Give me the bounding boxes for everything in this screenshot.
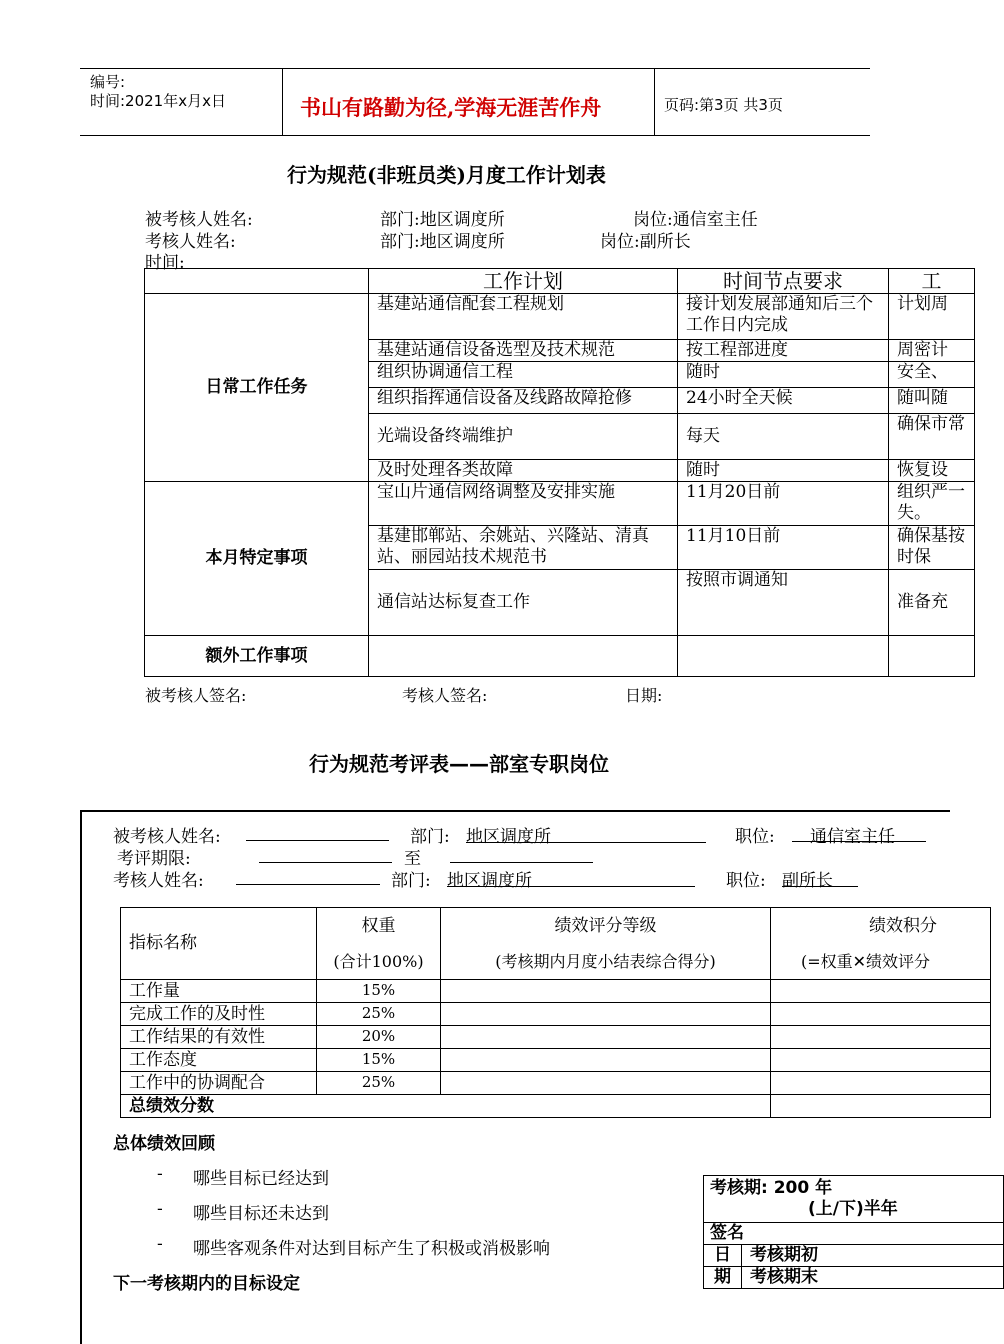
review-box-date-char1: 日	[704, 1245, 742, 1267]
header-bottom-line	[80, 135, 870, 136]
review-box-period-start[interactable]: 考核期初	[742, 1245, 1004, 1267]
plan-examiner-name-label: 考核人姓名:	[145, 232, 236, 252]
plan-cell-plan: 及时处理各类故障	[369, 460, 678, 482]
review-item-weight: 20%	[317, 1026, 441, 1049]
plan-examiner-post: 岗位:副所长	[600, 232, 691, 252]
plan-cell-time: 按工程部进度	[678, 340, 889, 362]
review-box-sign-label: 签名	[704, 1223, 1004, 1245]
review-frame-top	[80, 810, 950, 812]
review-examiner-dept-label: 部门:	[391, 871, 431, 891]
review-examiner-post-field[interactable]	[782, 866, 858, 891]
review-examiner-dept-field[interactable]	[447, 866, 695, 891]
plan-examiner-dept: 部门:地区调度所	[380, 232, 505, 252]
review-col-score-label: 绩效积分	[869, 915, 937, 936]
review-next-title: 下一考核期内的目标设定	[113, 1274, 300, 1294]
review-item-weight: 25%	[317, 1072, 441, 1095]
review-item-grade[interactable]	[441, 1003, 771, 1026]
header-date-label: 时间:2021年x月x日	[90, 92, 226, 110]
review-examinee-dept-field[interactable]	[466, 822, 706, 847]
review-item-name: 工作中的协调配合	[121, 1072, 317, 1095]
plan-cell-plan: 组织指挥通信设备及线路故障抢修	[369, 388, 678, 414]
review-frame-left	[80, 810, 82, 1344]
review-col-weight-label: 权重	[361, 915, 396, 936]
plan-time-label: 时间:	[145, 253, 185, 273]
review-item-name: 完成工作的及时性	[121, 1003, 317, 1026]
review-bullet-mark: -	[157, 1234, 163, 1254]
review-examiner-dept-value: 地区调度所	[447, 871, 532, 891]
plan-title: 行为规范(非班员类)月度工作计划表	[287, 163, 606, 187]
review-bullet-item: 哪些客观条件对达到目标产生了积极或消极影响	[193, 1239, 550, 1259]
review-examinee-post-field[interactable]	[792, 822, 926, 847]
review-title: 行为规范考评表——部室专职岗位	[309, 752, 609, 776]
plan-col-standard: 工	[889, 269, 975, 294]
plan-cell-plan: 光端设备终端维护	[369, 414, 678, 460]
plan-cell-plan: 组织协调通信工程	[369, 362, 678, 388]
review-item-weight: 15%	[317, 1049, 441, 1072]
review-box-period-line2: (上/下)半年	[808, 1199, 898, 1219]
review-bullet-mark: -	[157, 1164, 163, 1184]
plan-cell-time: 接计划发展部通知后三个工作日内完成	[678, 294, 889, 340]
review-examinee-dept-label: 部门:	[410, 827, 450, 847]
review-col-grade-note: (考核期内月度小结表综合得分)	[495, 951, 716, 971]
review-item-score[interactable]	[771, 980, 991, 1003]
plan-cell-time: 按照市调通知	[678, 570, 889, 636]
review-item-grade[interactable]	[441, 1026, 771, 1049]
plan-category-extra: 额外工作事项	[145, 636, 369, 677]
plan-examinee-dept: 部门:地区调度所	[380, 210, 505, 230]
review-examinee-name-label: 被考核人姓名:	[113, 827, 221, 847]
review-col-score-note: (=权重✕绩效评分	[801, 951, 931, 971]
plan-cell-time: 11月10日前	[678, 526, 889, 570]
plan-cell-plan: 通信站达标复查工作	[369, 570, 678, 636]
review-box-period-end[interactable]: 考核期末	[742, 1267, 1004, 1289]
review-total-label: 总绩效分数	[121, 1095, 771, 1118]
plan-cell-standard: 安全、	[889, 362, 975, 388]
plan-cell-standard: 计划周	[889, 294, 975, 340]
review-item-name: 工作态度	[121, 1049, 317, 1072]
review-examinee-post-label: 职位:	[735, 827, 775, 847]
review-item-weight: 25%	[317, 1003, 441, 1026]
review-col-name: 指标名称	[121, 908, 317, 980]
plan-cell-plan: 基建站通信设备选型及技术规范	[369, 340, 678, 362]
plan-category-special: 本月特定事项	[145, 482, 369, 636]
review-item-score[interactable]	[771, 1026, 991, 1049]
review-col-score	[771, 908, 991, 980]
header-top-line	[80, 68, 870, 69]
review-examiner-name-label: 考核人姓名:	[113, 871, 204, 891]
plan-col-time: 时间节点要求	[678, 269, 889, 294]
plan-cell-plan: 基建站通信配套工程规划	[369, 294, 678, 340]
plan-cell-time: 每天	[678, 414, 889, 460]
plan-cell-time: 随时	[678, 460, 889, 482]
plan-cell-plan	[369, 636, 678, 677]
plan-cell-standard: 恢复设	[889, 460, 975, 482]
review-item-name: 工作量	[121, 980, 317, 1003]
review-examinee-post-value: 通信室主任	[810, 827, 895, 847]
review-item-grade[interactable]	[441, 1049, 771, 1072]
review-box-date-char2: 期	[704, 1267, 742, 1289]
plan-examinee-post: 岗位:通信室主任	[633, 210, 758, 230]
review-item-score[interactable]	[771, 1049, 991, 1072]
review-examiner-name-field[interactable]	[236, 866, 380, 885]
review-period-to: 至	[404, 849, 421, 869]
review-total-score[interactable]	[771, 1095, 991, 1118]
review-item-score[interactable]	[771, 1003, 991, 1026]
plan-cell-standard: 准备充	[889, 570, 975, 636]
review-col-grade-label: 绩效评分等级	[554, 915, 657, 936]
review-item-weight: 15%	[317, 980, 441, 1003]
review-item-grade[interactable]	[441, 1072, 771, 1095]
plan-cell-plan: 宝山片通信网络调整及安排实施	[369, 482, 678, 526]
review-box-period-line1: 考核期: 200 年	[710, 1178, 833, 1198]
review-examiner-post-label: 职位:	[726, 871, 766, 891]
header-page-label: 页码:第3页 共3页	[664, 96, 783, 114]
plan-cell-time	[678, 636, 889, 677]
plan-cell-standard: 确保市常	[889, 414, 975, 460]
review-item-name: 工作结果的有效性	[121, 1026, 317, 1049]
plan-cell-standard: 随叫随	[889, 388, 975, 414]
review-col-weight	[317, 908, 441, 980]
plan-cell-time: 随时	[678, 362, 889, 388]
review-bullet-item: 哪些目标已经达到	[193, 1169, 329, 1189]
plan-cell-standard: 组织严一失。	[889, 482, 975, 526]
review-period-label: 考评期限:	[117, 849, 191, 869]
plan-col-blank	[145, 269, 369, 294]
plan-cell-time: 24小时全天候	[678, 388, 889, 414]
plan-sign-examiner: 考核人签名:	[402, 686, 488, 705]
plan-category-daily: 日常工作任务	[145, 294, 369, 482]
review-period-start-field[interactable]	[259, 844, 392, 863]
plan-cell-standard: 确保基按时保	[889, 526, 975, 570]
plan-table	[144, 268, 975, 677]
header-motto: 书山有路勤为径,学海无涯苦作舟	[300, 95, 602, 120]
plan-cell-plan: 基建邯郸站、余姚站、兴隆站、清真站、丽园站技术规范书	[369, 526, 678, 570]
review-item-score[interactable]	[771, 1072, 991, 1095]
header-divider-left	[282, 68, 283, 135]
review-col-weight-note: (合计100%)	[333, 951, 424, 971]
review-period-end-field[interactable]	[450, 844, 593, 863]
review-overall-title: 总体绩效回顾	[113, 1134, 215, 1154]
review-examinee-dept-value: 地区调度所	[466, 827, 551, 847]
plan-cell-time: 11月20日前	[678, 482, 889, 526]
plan-examinee-name-label: 被考核人姓名:	[145, 210, 253, 230]
plan-sign-date: 日期:	[625, 686, 663, 705]
review-bullet-mark: -	[157, 1199, 163, 1219]
review-sign-box	[703, 1175, 1004, 1289]
review-box-period	[704, 1176, 1004, 1223]
plan-cell-standard: 周密计	[889, 340, 975, 362]
review-examinee-name-field[interactable]	[246, 822, 389, 841]
review-table	[120, 907, 991, 1118]
plan-sign-examinee: 被考核人签名:	[145, 686, 247, 705]
review-examiner-post-value: 副所长	[782, 871, 833, 891]
header-number-label: 编号:	[90, 73, 126, 91]
review-col-grade	[441, 908, 771, 980]
header-divider-right	[654, 68, 655, 135]
review-item-grade[interactable]	[441, 980, 771, 1003]
plan-col-plan: 工作计划	[369, 269, 678, 294]
plan-cell-standard	[889, 636, 975, 677]
review-bullet-item: 哪些目标还未达到	[193, 1204, 329, 1224]
